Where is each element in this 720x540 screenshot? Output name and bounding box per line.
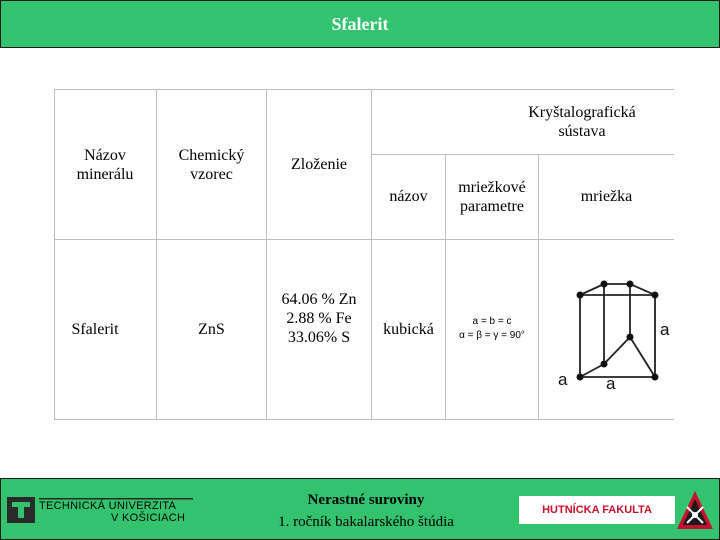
composition-s: 33.06% S xyxy=(287,329,351,346)
cell-system-name: kubická xyxy=(383,321,434,338)
university-name xyxy=(39,500,185,524)
faculty-emblem-icon xyxy=(675,489,715,531)
course-title: Nerastné suroviny xyxy=(307,492,425,508)
faculty-label-box xyxy=(519,496,675,524)
lattice-label-right: a xyxy=(660,320,670,339)
header-system-name: názov xyxy=(389,188,428,205)
course-info xyxy=(231,489,501,533)
cubic-lattice-icon xyxy=(544,269,674,389)
lattice-label-left: a xyxy=(558,370,568,389)
composition-zn: 64.06 % Zn xyxy=(281,291,357,308)
faculty-name: HUTNÍCKA FAKULTA xyxy=(542,504,652,516)
university-line-1: TECHNICKÁ UNIVERZITA xyxy=(39,500,177,512)
header-crystal-system: Kryštalografická sústava xyxy=(528,104,636,140)
header-chemical-formula: Chemický vzorec xyxy=(178,147,245,183)
cell-formula: ZnS xyxy=(198,321,225,338)
param-angles: α = β = γ = 90° xyxy=(459,330,525,341)
cell-lattice-parameters xyxy=(450,315,534,343)
composition-fe: 2.88 % Fe xyxy=(286,310,352,327)
title-bar xyxy=(0,0,720,48)
university-line-2: V KOŠICIACH xyxy=(111,512,186,524)
header-mineral-name: Názov minerálu xyxy=(76,147,134,183)
footer-bar xyxy=(0,478,720,540)
slide-title: Sfalerit xyxy=(331,13,389,34)
course-year: 1. ročník bakalarského štúdia xyxy=(278,514,454,530)
mineral-table xyxy=(54,89,674,420)
param-lengths: a = b = c xyxy=(472,316,512,327)
cell-composition xyxy=(267,290,371,347)
header-lattice-parameters: mriežkové parametre xyxy=(458,179,526,215)
cell-mineral-name: Sfalerit xyxy=(71,321,119,338)
lattice-label-bottom: a xyxy=(606,374,616,389)
header-lattice: mriežka xyxy=(580,188,633,205)
header-composition: Zloženie xyxy=(291,156,347,173)
